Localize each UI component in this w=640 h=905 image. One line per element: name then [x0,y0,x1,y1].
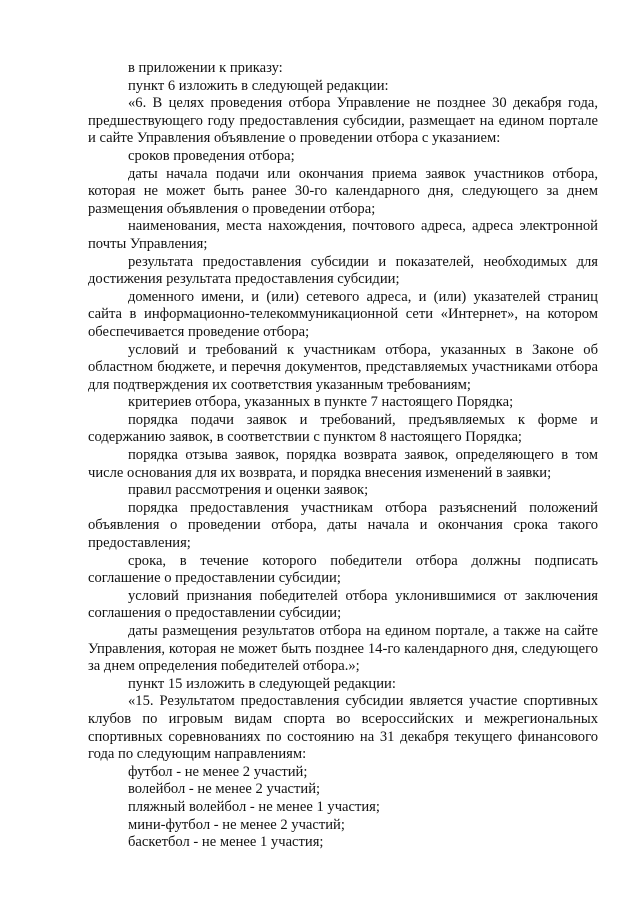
paragraph: пункт 15 изложить в следующей редакции: [128,675,396,692]
paragraph: волейбол - не менее 2 участий; [128,781,321,798]
paragraph: результата предоставления субсидии и показателей, необходимых для достижения результата предоставления субсидии; [88,253,598,288]
paragraph: даты начала подачи или окончания приема заявок участников отбора, которая не может быть ранее 30-го календарного дня, следующего за днем размещения объявления о проведении отбора; [88,165,598,217]
paragraph: мини-футбол - не менее 2 участий; [128,816,345,833]
paragraph: пункт 6 изложить в следующей редакции: [128,77,389,94]
paragraph: баскетбол - не менее 1 участия; [128,834,324,851]
paragraph: наименования, места нахождения, почтового адреса, адреса электронной почты Управления; [88,218,598,252]
paragraph: условий и требований к участникам отбора, указанных в Законе об областном бюджете, и перечня документов, представляемых участниками отбора для подтверждения их соответствия указанным требованиям; [88,341,598,393]
paragraph: сроков проведения отбора; [128,147,295,164]
paragraph: «15. Результатом предоставления субсидии является участие спортивных клубов по игровым видам спорта во всероссийских и межрегиональных спортивных соревнованиях по состоянию на 31 декабря текущего финансового года по следующим направлениям: [88,693,598,763]
paragraph: доменного имени, и (или) сетевого адреса, и (или) указателей страниц сайта в информационно-телекоммуникационной сети «Интернет», на котором обеспечивается проведение отбора; [88,288,598,340]
paragraph: порядка предоставления участникам отбора разъяснений положений объявления о проведении отбора, даты начала и окончания срока такого предоставления; [88,499,598,552]
paragraph: порядка отзыва заявок, порядка возврата заявок, определяющего в том числе основания для их возврата, и порядка внесения изменений в заявки; [88,447,598,481]
paragraph: порядка подачи заявок и требований, предъявляемых к форме и содержанию заявок, в соответствии с пунктом 8 настоящего Порядка; [88,411,598,446]
paragraph: футбол - не менее 2 участий; [128,763,308,780]
paragraph: правил рассмотрения и оценки заявок; [128,482,369,499]
document-body [88,60,598,852]
paragraph: срока, в течение которого победители отбора должны подписать соглашение о предоставлении субсидии; [88,552,598,587]
paragraph: даты размещения результатов отбора на едином портале, а также на сайте Управления, которая не может быть позднее 14-го календарного дня, следующего за днем определения победителей отбора.»; [88,623,598,675]
paragraph: в приложении к приказу: [128,60,283,76]
paragraph: критериев отбора, указанных в пункте 7 настоящего Порядка; [128,394,514,411]
paragraph: пляжный волейбол - не менее 1 участия; [128,798,380,815]
paragraph: «6. В целях проведения отбора Управление не позднее 30 декабря года, предшествующего году предоставления субсидии, размещает на едином портале и сайте Управления объявление о проведении отбора с указанием: [88,95,598,147]
paragraph: условий признания победителей отбора уклонившимися от заключения соглашения о предоставлении субсидии; [88,587,598,622]
